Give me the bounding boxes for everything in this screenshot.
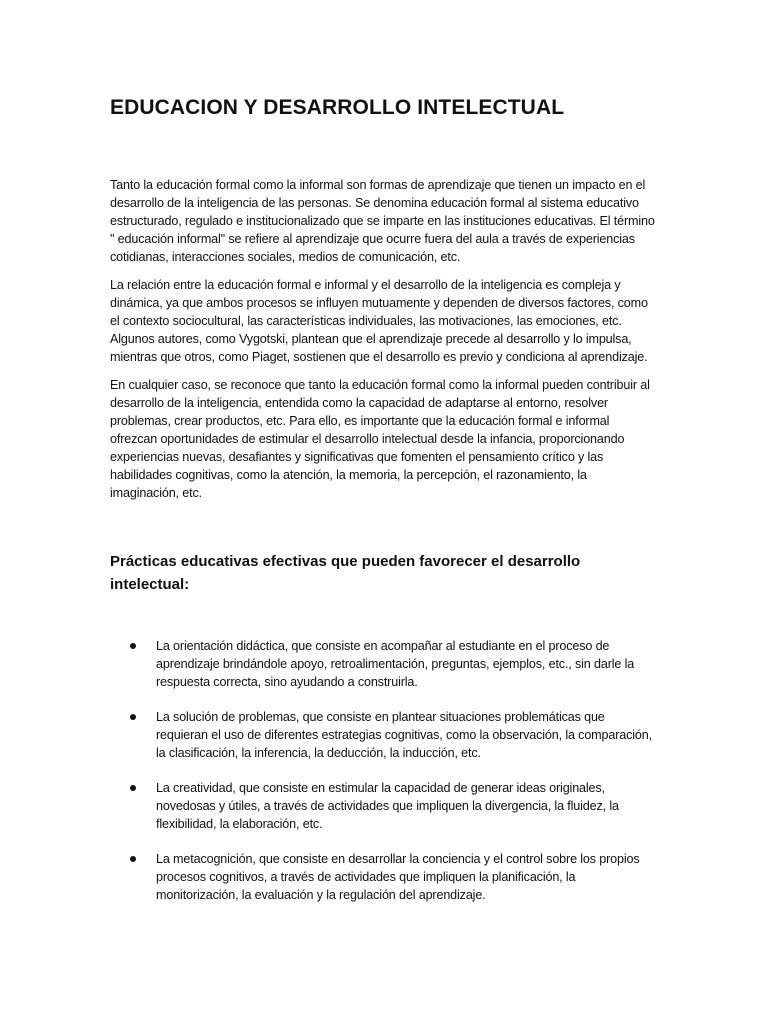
list-item — [110, 850, 655, 904]
list-item — [110, 779, 655, 833]
bullet-icon — [130, 714, 136, 720]
list-item — [110, 708, 655, 762]
paragraph: La relación entre la educación formal e informal y el desarrollo de la inteligencia es compleja y dinámica, ya que ambos procesos se influyen mutuamente y dependen de diversos factores, como el contexto sociocultural, las características individuales, las motivaciones, las emociones, etc. Algunos autores, como Vygotski, plantean que el aprendizaje precede al desarrollo y lo impulsa, mientras que otros, como Piaget, sostienen que el desarrollo es previo y condiciona al aprendizaje. — [110, 278, 648, 364]
bullet-list — [110, 637, 655, 921]
list-item-text: La metacognición, que consiste en desarrollar la conciencia y el control sobre los propios procesos cognitivos, a través de actividades que impliquen la planificación, la monitorización, la evaluación y la regulación del aprendizaje. — [156, 852, 640, 902]
bullet-icon — [130, 856, 136, 862]
list-item-text: La orientación didáctica, que consiste en acompañar al estudiante en el proceso de aprendizaje brindándole apoyo, retroalimentación, preguntas, ejemplos, etc., sin darle la respuesta correcta, sino ayudando a construirla. — [156, 639, 635, 689]
bullet-icon — [130, 785, 136, 791]
list-item-text: La creatividad, que consiste en estimular la capacidad de generar ideas originales, novedosas y útiles, a través de actividades que impliquen la divergencia, la fluidez, la flexibilidad, la elaboración, etc. — [156, 781, 619, 831]
document-title: EDUCACION Y DESARROLLO INTELECTUAL — [110, 96, 565, 119]
paragraph: Tanto la educación formal como la informal son formas de aprendizaje que tienen un impacto en el desarrollo de la inteligencia de las personas. Se denomina educación formal al sistema educativo estructurado, regulado e institucionalizado que se imparte en las instituciones educativas. El término " educación informal" se refiere al aprendizaje que ocurre fuera del aula a través de experiencias cotidianas, interacciones sociales, medios de comunicación, etc. — [110, 178, 655, 264]
list-item-text: La solución de problemas, que consiste en plantear situaciones problemáticas que requieran el uso de diferentes estrategias cognitivas, como la observación, la comparación, la clasificación, la inferencia, la deducción, la inducción, etc. — [156, 710, 652, 760]
document-body — [110, 176, 655, 512]
paragraph: En cualquier caso, se reconoce que tanto la educación formal como la informal pueden contribuir al desarrollo de la inteligencia, entendida como la capacidad de adaptarse al entorno, resolver problemas, crear productos, etc. Para ello, es importante que la educación formal e informal ofrezcan oportunidades de estimular el desarrollo intelectual desde la infancia, proporcionando experiencias nuevas, desafiantes y significativas que fomenten el pensamiento crítico y las habilidades cognitivas, como la atención, la memoria, la percepción, el razonamiento, la imaginación, etc. — [110, 378, 650, 500]
bullet-icon — [130, 643, 136, 649]
list-item — [110, 637, 655, 691]
section-heading: Prácticas educativas efectivas que pueden favorecer el desarrollo intelectual: — [110, 553, 581, 593]
